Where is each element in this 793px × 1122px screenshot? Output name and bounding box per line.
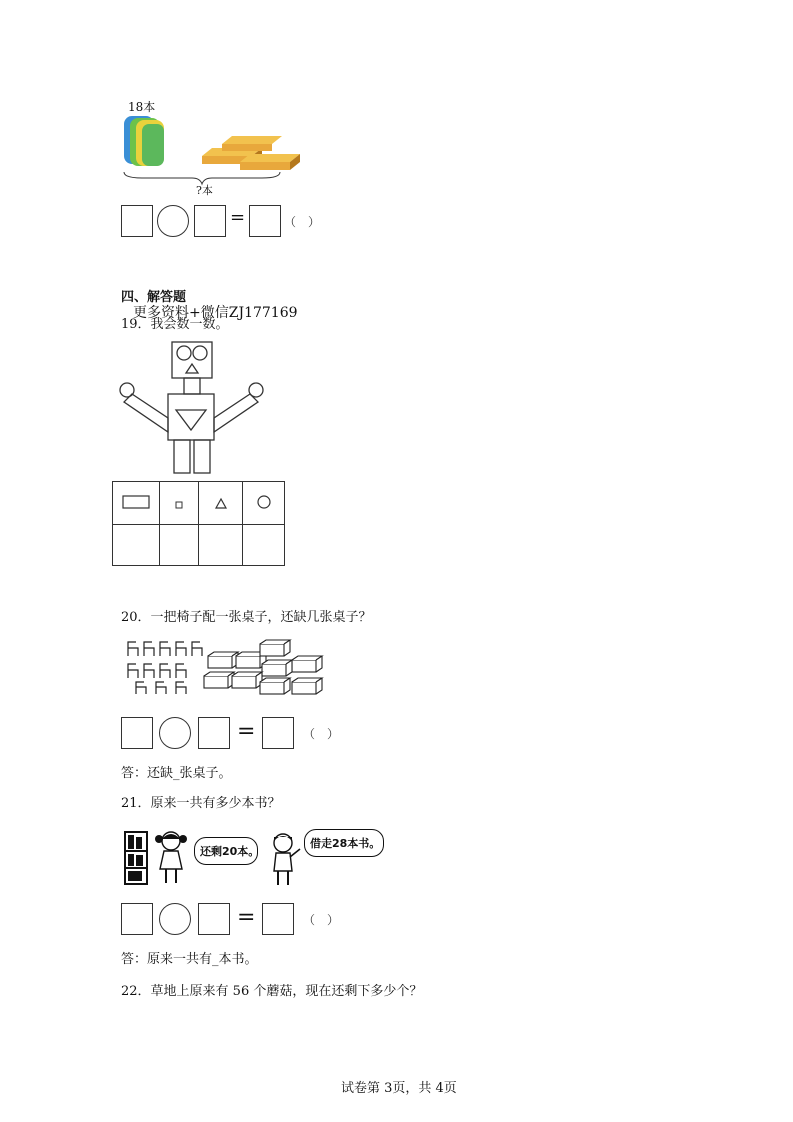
- total-unknown-label: ?本: [196, 184, 213, 197]
- q21-illustration: [124, 827, 386, 889]
- speech-bubble-left: [194, 837, 258, 865]
- desk-icon: [208, 652, 238, 668]
- operator-circle[interactable]: [159, 903, 191, 935]
- count-cell-square[interactable]: [160, 525, 199, 566]
- chairs-and-desks-illustration: [126, 638, 326, 698]
- operand-box[interactable]: [198, 717, 230, 749]
- operand-box[interactable]: [121, 717, 153, 749]
- chair-icon: [128, 642, 138, 656]
- books-icon: [200, 134, 300, 174]
- operand-box[interactable]: [194, 205, 226, 237]
- speech-bubble-right: [304, 829, 384, 857]
- q20-answer: 答：还缺_张桌子。: [121, 766, 232, 781]
- bookshelf-icon: [124, 831, 150, 887]
- triangle-icon: [215, 498, 227, 509]
- watermark: 更多资料+微信ZJ177169: [133, 305, 298, 321]
- unit-paren: （ ）: [284, 215, 321, 229]
- q18-illustration: [118, 98, 298, 198]
- result-box[interactable]: [262, 903, 294, 935]
- operand-box[interactable]: [121, 205, 153, 237]
- count-cell-circle[interactable]: [243, 525, 285, 566]
- boy-icon: [266, 831, 300, 889]
- bubble-right-text: 借走28本书。: [310, 837, 381, 850]
- operand-box[interactable]: [198, 903, 230, 935]
- section-title: 四、解答题: [121, 290, 187, 305]
- result-box[interactable]: [249, 205, 281, 237]
- equals-sign: =: [230, 207, 246, 228]
- q20-question: 20．一把椅子配一张桌子，还缺几张桌子？: [121, 610, 372, 625]
- result-box[interactable]: [262, 717, 294, 749]
- q22-question: 22．草地上原来有 56 个蘑菇，现在还剩下多少个？: [121, 984, 423, 999]
- header-rectangle: [113, 482, 160, 525]
- header-circle: [243, 482, 285, 525]
- square-icon: [175, 501, 183, 509]
- q19-question: 19．我会数一数。: [121, 317, 229, 332]
- page-footer: 试卷第 3页，共 4页: [341, 1081, 457, 1096]
- operator-circle[interactable]: [157, 205, 189, 237]
- count-cell-triangle[interactable]: [199, 525, 243, 566]
- unit-paren: （ ）: [303, 727, 340, 741]
- operator-circle[interactable]: [159, 717, 191, 749]
- shape-count-table: [112, 481, 285, 566]
- girl-icon: [154, 829, 188, 887]
- circle-icon: [257, 495, 271, 509]
- count-cell-rectangle[interactable]: [113, 525, 160, 566]
- unit-paren: （ ）: [303, 913, 340, 927]
- equals-sign: =: [237, 719, 256, 744]
- bag-count-label: 18本: [128, 100, 156, 114]
- q21-answer: 答：原来一共有_本书。: [121, 952, 258, 967]
- rectangle-icon: [122, 495, 150, 509]
- operand-box[interactable]: [121, 903, 153, 935]
- bubble-left-text: 还剩20本。: [200, 845, 260, 858]
- header-square: [160, 482, 199, 525]
- equals-sign: =: [237, 905, 256, 930]
- schoolbag-icon: [120, 112, 180, 172]
- robot-figure: [118, 336, 278, 476]
- q21-question: 21．原来一共有多少本书？: [121, 796, 281, 811]
- header-triangle: [199, 482, 243, 525]
